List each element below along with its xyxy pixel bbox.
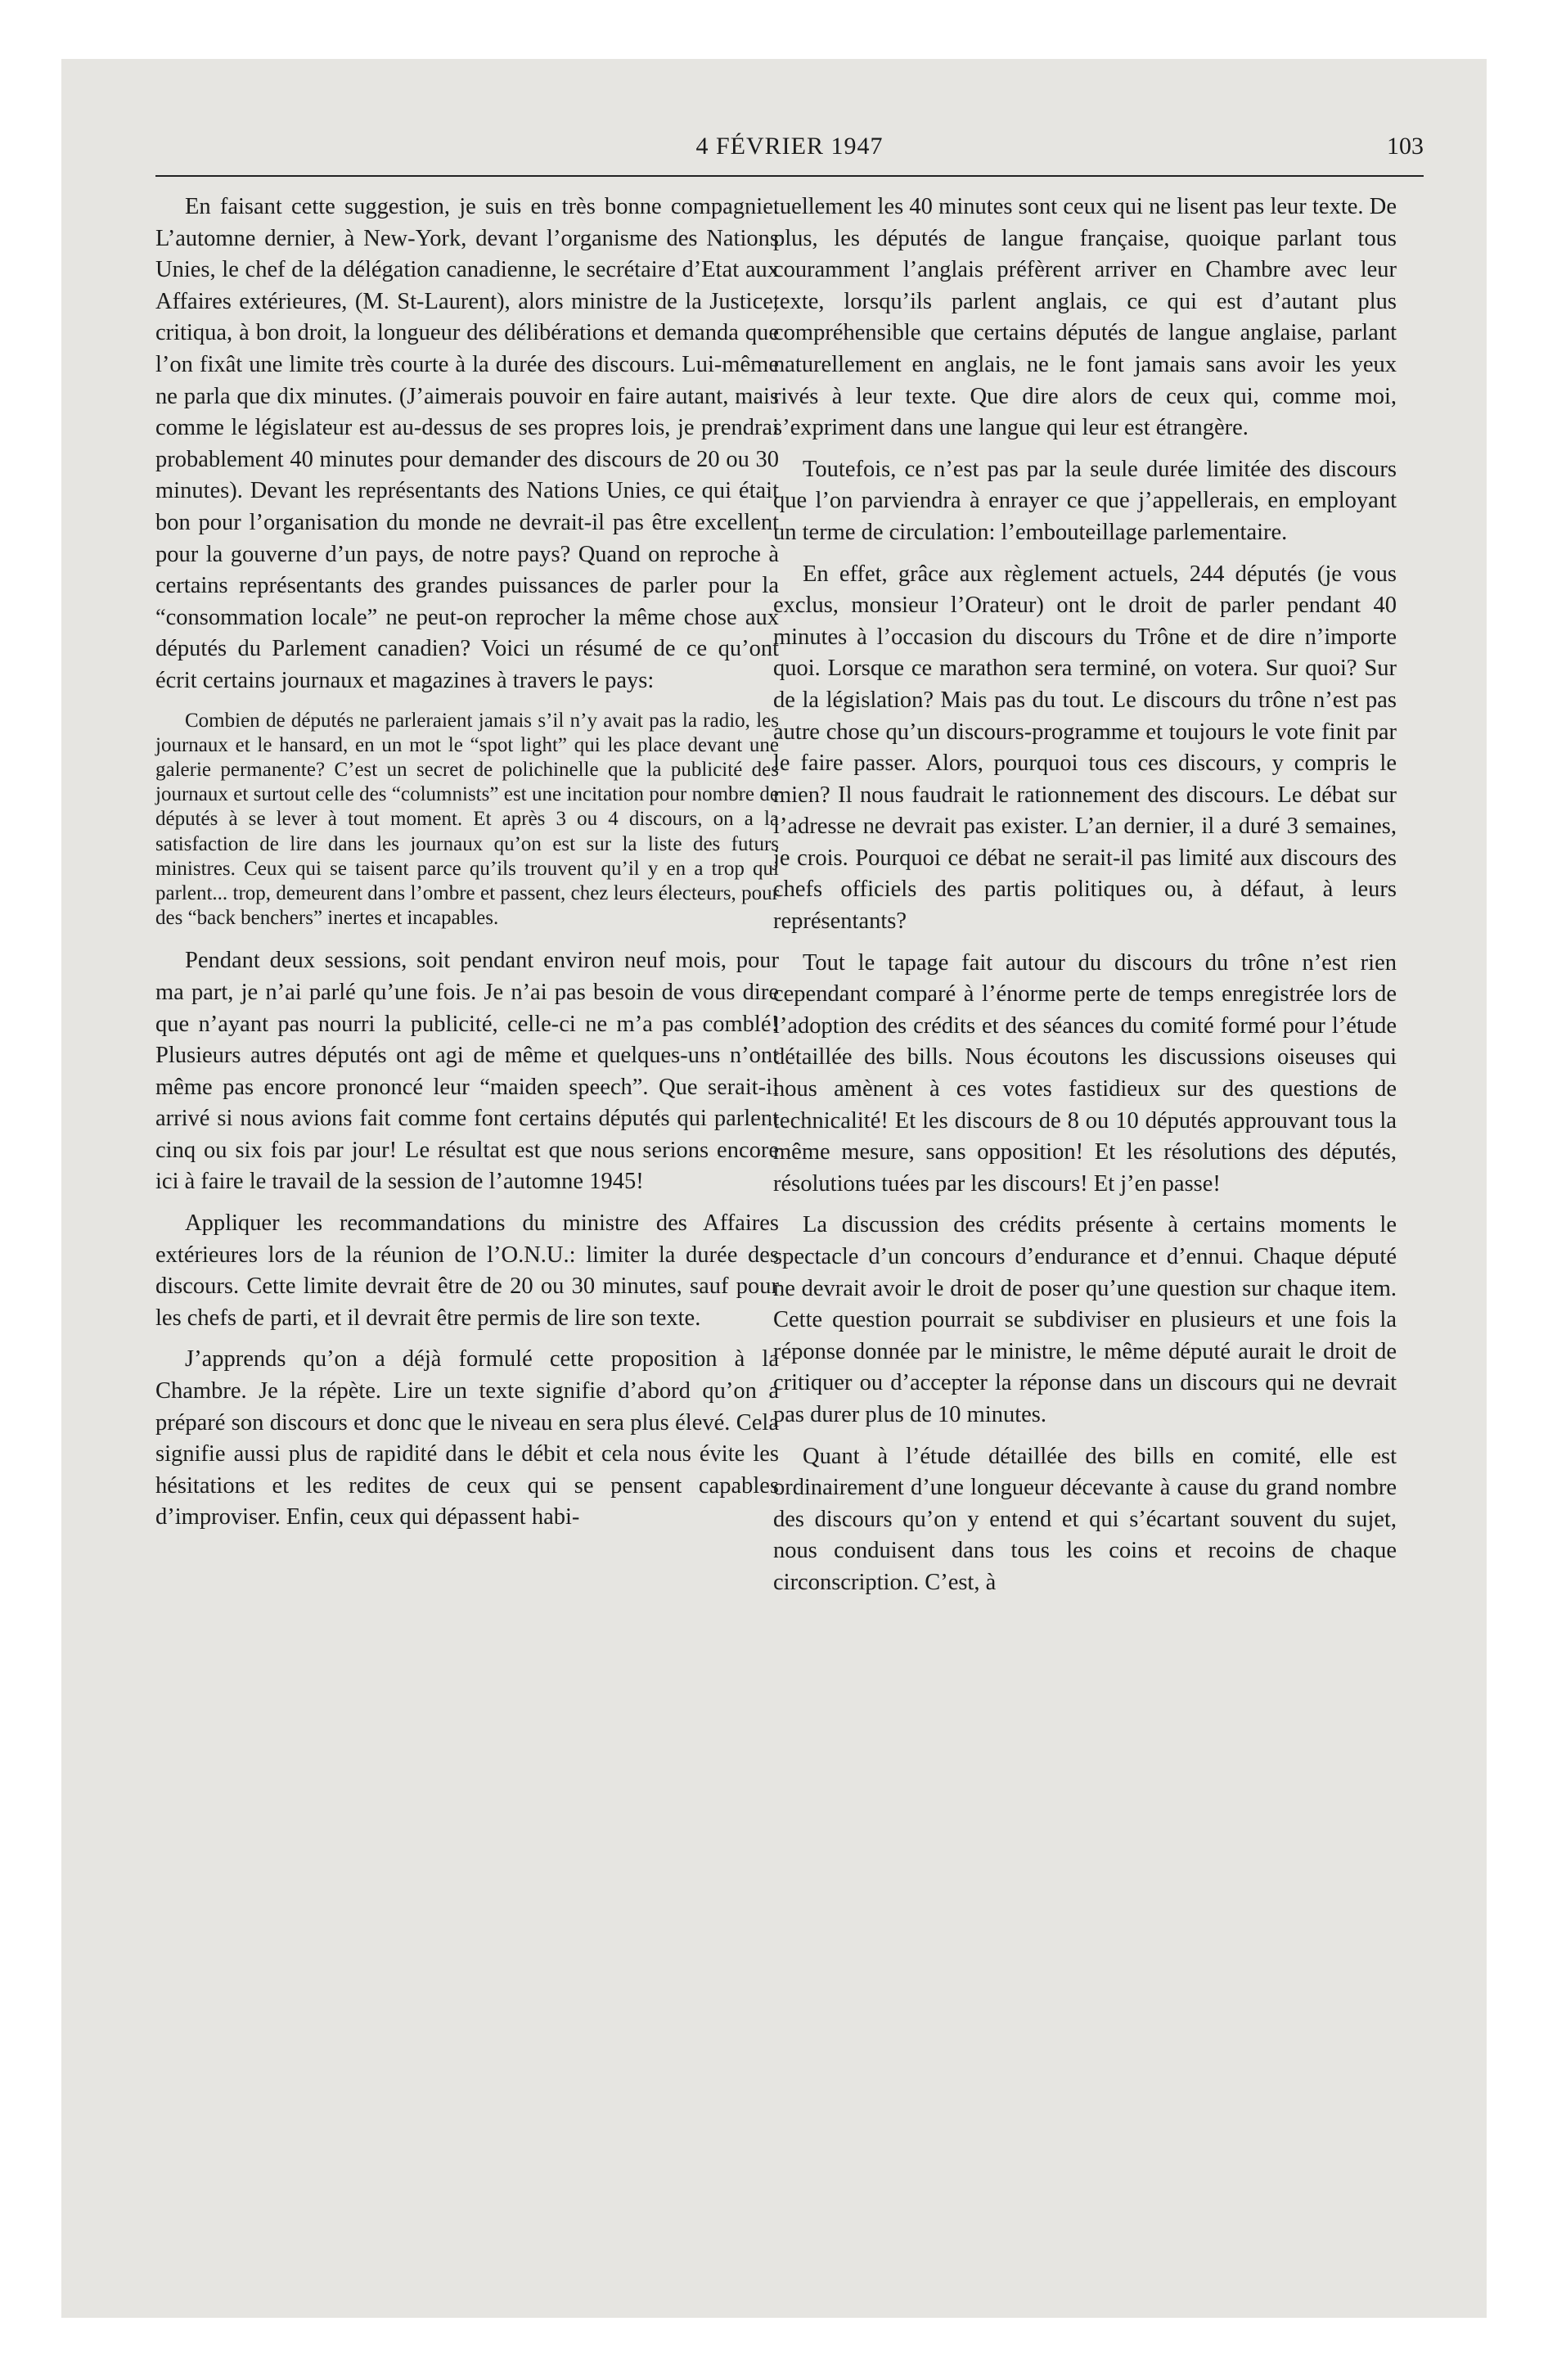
right-column: [773, 192, 1397, 1599]
header-rule: [155, 175, 1424, 177]
paragraph: Pendant deux sessions, soit pendant environ neuf mois, pour ma part, je n’ai parlé qu’une fois. Je n’ai pas besoin de vous dire que n’ayant pas nourri la publicité, celle-ci ne m’a pas comblé! Plusieurs autres députés ont agi de même et quelques-uns n’ont même pas encore prononcé leur “maiden speech”. Que serait-il arrivé si nous avions fait comme font certains députés qui parlent cinq ou six fois par jour! Le résultat est que nous serions encore ici à faire le travail de la session de l’automne 1945!: [155, 948, 779, 1195]
running-title: 4 FÉVRIER 1947: [695, 133, 884, 160]
block-quote: Combien de députés ne parleraient jamais s’il n’y avait pas la radio, les journaux et le hansard, en un mot le “spot light” qui les place devant une galerie permanente? C’est un secret de polichinelle que la publicité des journaux et surtout celle des “columnists” est une incitation pour nombre de députés à se lever à tout moment. Et après 3 ou 4 discours, on a la satisfaction de lire dans les journaux qu’on est sur la liste des futurs ministres. Ceux qui se taisent parce qu’ils trouvent qu’il y en a trop qui parlent... trop, demeurent dans l’ombre et passent, chez leurs électeurs, pour des “back benchers” inertes et incapables.: [155, 709, 779, 930]
scanned-page: [61, 59, 1487, 2318]
paragraph: En faisant cette suggestion, je suis en très bonne compagnie. L’automne dernier, à New-York, devant l’organisme des Nations Unies, le chef de la délégation canadienne, le secrétaire d’Etat aux Affaires extérieures, (M. St-Laurent), alors ministre de la Justice, critiqua, à bon droit, la longueur des délibérations et demanda que l’on fixât une limite très courte à la durée des discours. Lui-même ne parla que dix minutes. (J’aimerais pouvoir en faire autant, mais comme le législateur est au-dessus de ses propres lois, je prendrai probablement 40 minutes pour demander des discours de 20 ou 30 minutes). Devant les représentants des Nations Unies, ce qui était bon pour l’organisation du monde ne devrait-il pas être excellent pour la gouverne d’un pays, de notre pays? Quand on reproche à certains représentants des grandes puissances de parler pour la “consommation locale” ne peut-on reprocher la même chose aux députés du Parlement canadien? Voici un résumé de ce qu’ont écrit certains journaux et magazines à travers le pays:: [155, 194, 779, 693]
paragraph: Tout le tapage fait autour du discours du trône n’est rien cependant comparé à l’énorme perte de temps enregistrée lors de l’adoption des crédits et des séances du comité formé pour l’étude détaillée des bills. Nous écoutons les discussions oiseuses qui nous amènent à ces votes fastidieux sur des questions de technicalité! Et les discours de 8 ou 10 députés approuvant tous la même mesure, sans opposition! Et les résolutions des députés, résolutions tuées par les discours! Et j’en passe!: [773, 949, 1397, 1197]
page-number: 103: [1387, 133, 1424, 160]
page-header: [155, 124, 1424, 177]
paragraph: La discussion des crédits présente à certains moments le spectacle d’un concours d’endurance et d’ennui. Chaque député ne devrait avoir le droit de poser qu’une question sur chaque item. Cette question pourrait se subdiviser en plusieurs et une fois la réponse donnée par le ministre, le même député aurait le droit de critiquer ou d’accepter la réponse dans un discours qui ne devrait pas durer plus de 10 minutes.: [773, 1212, 1397, 1427]
left-column: [155, 192, 779, 1534]
paragraph: Quant à l’étude détaillée des bills en comité, elle est ordinairement d’une longueur décevante à cause du grand nombre des discours qu’on y entend et qui s’écartant souvent du sujet, nous conduisent dans tous les coins et recoins de chaque circonscription. C’est, à: [773, 1443, 1397, 1595]
paragraph: En effet, grâce aux règlement actuels, 244 députés (je vous exclus, monsieur l’Orateur) ont le droit de parler pendant 40 minutes à l’occasion du discours du Trône et de dire n’importe quoi. Lorsque ce marathon sera terminé, on votera. Sur quoi? Sur de la législation? Mais pas du tout. Le discours du trône n’est pas autre chose qu’un discours-programme et toujours le vote finit par le faire passer. Alors, pourquoi tous ces discours, y compris le mien? Il nous faudrait le rationnement des discours. Le débat sur l’adresse ne devrait pas exister. L’an dernier, il a duré 3 semaines, je crois. Pourquoi ce débat ne serait-il pas limité aux discours des chefs officiels des partis politiques ou, à défaut, à leurs représentants?: [773, 561, 1397, 935]
paragraph: Toutefois, ce n’est pas par la seule durée limitée des discours que l’on parviendra à enrayer ce que j’appellerais, en employant un terme de circulation: l’embouteillage parlementaire.: [773, 456, 1397, 545]
paragraph-continued: tuellement les 40 minutes sont ceux qui ne lisent pas leur texte. De plus, les députés de langue française, quoique parlant tous couramment l’anglais préfèrent arriver en Chambre avec leur texte, lorsqu’ils parlent anglais, ce qui est d’autant plus compréhensible que certains députés de langue anglaise, parlant naturellement en anglais, ne le font jamais sans avoir les yeux rivés à leur texte. Que dire alors de ceux qui, comme moi, s’expriment dans une langue qui leur est étrangère.: [773, 194, 1397, 441]
paragraph: Appliquer les recommandations du ministre des Affaires extérieures lors de la réunion de l’O.N.U.: limiter la durée des discours. Cette limite devrait être de 20 ou 30 minutes, sauf pour les chefs de parti, et il devrait être permis de lire son texte.: [155, 1210, 779, 1331]
paragraph: J’apprends qu’on a déjà formulé cette proposition à la Chambre. Je la répète. Lire un texte signifie d’abord qu’on a préparé son discours et donc que le niveau en sera plus élevé. Cela signifie aussi plus de rapidité dans le débit et cela nous évite les hésitations et les redites de ceux qui se pensent capables d’improviser. Enfin, ceux qui dépassent habi-: [155, 1346, 779, 1530]
